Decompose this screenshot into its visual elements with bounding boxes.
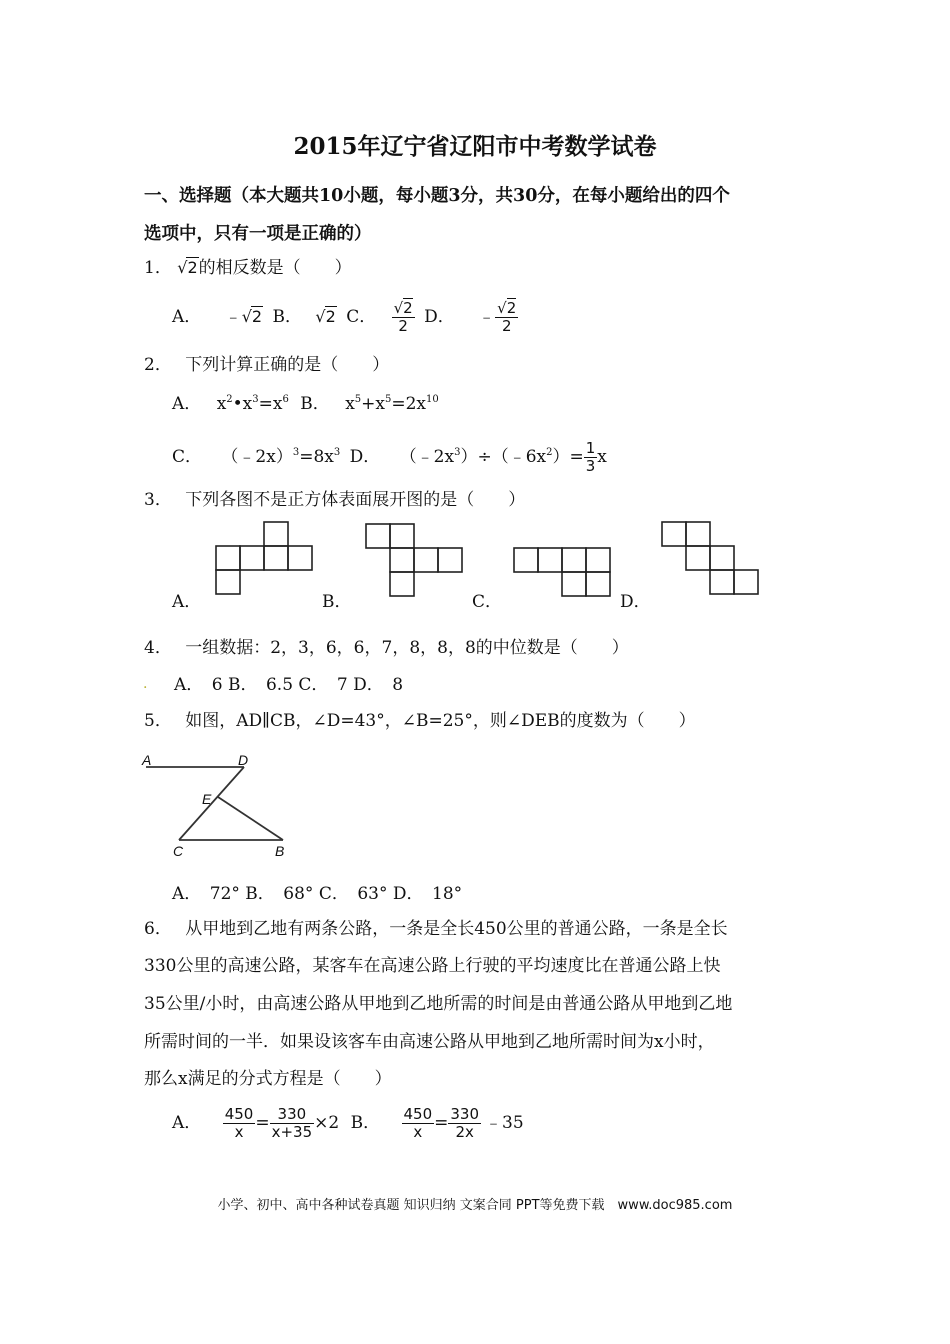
question-number: 5． [144, 711, 172, 731]
option-d-fraction: $\frac{√2}{2}$ [497, 299, 517, 335]
option-a-sqrt: √2 [241, 307, 263, 326]
question-6-line1 [144, 918, 728, 940]
net-d [662, 522, 758, 594]
option-a-label: A． [172, 307, 202, 327]
option-a-expr: $x^2•x^3=x^6$ [216, 394, 289, 414]
question-text: 一组数据：2，3，6，6，7，8，8，8的中位数是（ ） [185, 638, 629, 658]
question-number: 3． [144, 490, 172, 510]
section-heading-line2: 选项中，只有一项是正确的） [144, 224, 372, 244]
option-b-fraction-left: $\frac{450}{x}$ [403, 1105, 433, 1141]
question-2-options-ab [172, 393, 439, 415]
question-number: 1． [144, 258, 172, 278]
point-a-label: A [142, 752, 152, 768]
option-d-expr: $(﹣2x^3)\div(﹣6x^2)=$ $\frac{1}{3}$ x [399, 439, 607, 475]
question-5-options: A． 72° B． 68° C． 63° D． 18° [172, 884, 463, 904]
question-number: 2． [144, 355, 172, 375]
segment-dc [179, 767, 244, 840]
question-text: 从甲地到乙地有两条公路，一条是全长450公里的普通公路，一条是全长 [185, 919, 728, 939]
option-a-fraction-left: $\frac{450}{x}$ [224, 1105, 254, 1141]
option-d-label: D． [349, 447, 381, 467]
option-b-label: B． [300, 394, 330, 414]
option-a-label: A． [172, 1113, 202, 1133]
option-b-expr: $x^5+x^5=2x^{10}$ [345, 394, 439, 414]
geometry-figure [140, 748, 300, 863]
option-d-sign: ﹣ [478, 307, 496, 327]
option-c-fraction: $\frac{√2}{2}$ [393, 299, 413, 335]
question-2-options-cd [172, 440, 607, 475]
option-a-label: A． [172, 394, 202, 414]
option-b-label: B． [350, 1113, 381, 1133]
net-c-label: C． [472, 592, 503, 612]
option-d-fraction: $\frac{1}{3}$ [585, 439, 596, 475]
sqrt-expression: √2 [177, 258, 198, 277]
point-e-label: E [202, 791, 212, 807]
option-c-expr: $(﹣2x)^3=8x^3$ [221, 447, 341, 467]
question-text: 的相反数是（ ） [198, 258, 352, 278]
segment-eb [218, 797, 283, 840]
question-6-options: A． $\frac{450}{x}$ = $\frac{330}{x+35}$ ×2 B． $\frac{450}{x}$ = $\frac{330}{2x}$ ﹣35 [172, 1105, 524, 1141]
page-footer: 小学、初中、高中各种试卷真题 知识归纳 文案合同 PPT等免费下载 www.doc985.com [217, 1198, 733, 1213]
question-4-stem [144, 637, 629, 659]
question-3-stem [144, 489, 525, 511]
net-a [216, 522, 312, 594]
question-2-stem [144, 354, 389, 376]
question-number: 6． [144, 919, 172, 939]
question-6-line2: 330公里的高速公路，某客车在高速公路上行驶的平均速度比在普通公路上快 [144, 956, 721, 976]
question-1-stem [144, 257, 352, 279]
marker-dot: . [143, 676, 148, 692]
question-text: 下列计算正确的是（ ） [185, 355, 390, 375]
option-b-sqrt: √2 [315, 307, 336, 326]
option-b-tail: ﹣35 [485, 1113, 524, 1133]
option-b-label: B． [272, 307, 302, 327]
net-a-label: A． [172, 592, 202, 612]
question-1-options [172, 300, 518, 335]
question-5-stem [144, 710, 696, 732]
question-text: 如图，AD∥CB，∠D=43°，∠B=25°，则∠DEB的度数为（ ） [185, 711, 696, 731]
net-b [366, 524, 462, 596]
option-c-label: C． [346, 307, 377, 327]
section-heading-line1: 一、选择题（本大题共10小题，每小题3分，共30分，在每小题给出的四个 [144, 186, 730, 206]
option-a-fraction-right: $\frac{330}{x+35}$ [271, 1105, 313, 1141]
net-c [514, 548, 610, 596]
point-d-label: D [238, 752, 249, 768]
question-6-line4: 所需时间的一半．如果设该客车由高速公路从甲地到乙地所需时间为x小时， [144, 1032, 715, 1052]
question-text: 下列各图不是正方体表面展开图的是（ ） [185, 490, 526, 510]
option-b-fraction-right: $\frac{330}{2x}$ [450, 1105, 480, 1141]
question-6-line3: 35公里/小时，由高速公路从甲地到乙地所需的时间是由普通公路从甲地到乙地 [144, 994, 733, 1014]
option-a-tail: ×2 [314, 1113, 340, 1133]
option-a-sign: ﹣ [224, 307, 242, 327]
point-c-label: C [173, 843, 184, 859]
question-4-options: A． 6 B． 6.5 C． 7 D． 8 [174, 675, 404, 695]
question-number: 4． [144, 638, 172, 658]
net-b-label: B． [322, 592, 352, 612]
question-6-line5: 那么x满足的分式方程是（ ） [144, 1069, 392, 1089]
page-title: 2015年辽宁省辽阳市中考数学试卷 [293, 133, 657, 160]
point-b-label: B [275, 843, 285, 859]
option-d-label: D． [424, 307, 455, 327]
net-d-label: D． [620, 592, 651, 612]
option-c-label: C． [172, 447, 203, 467]
